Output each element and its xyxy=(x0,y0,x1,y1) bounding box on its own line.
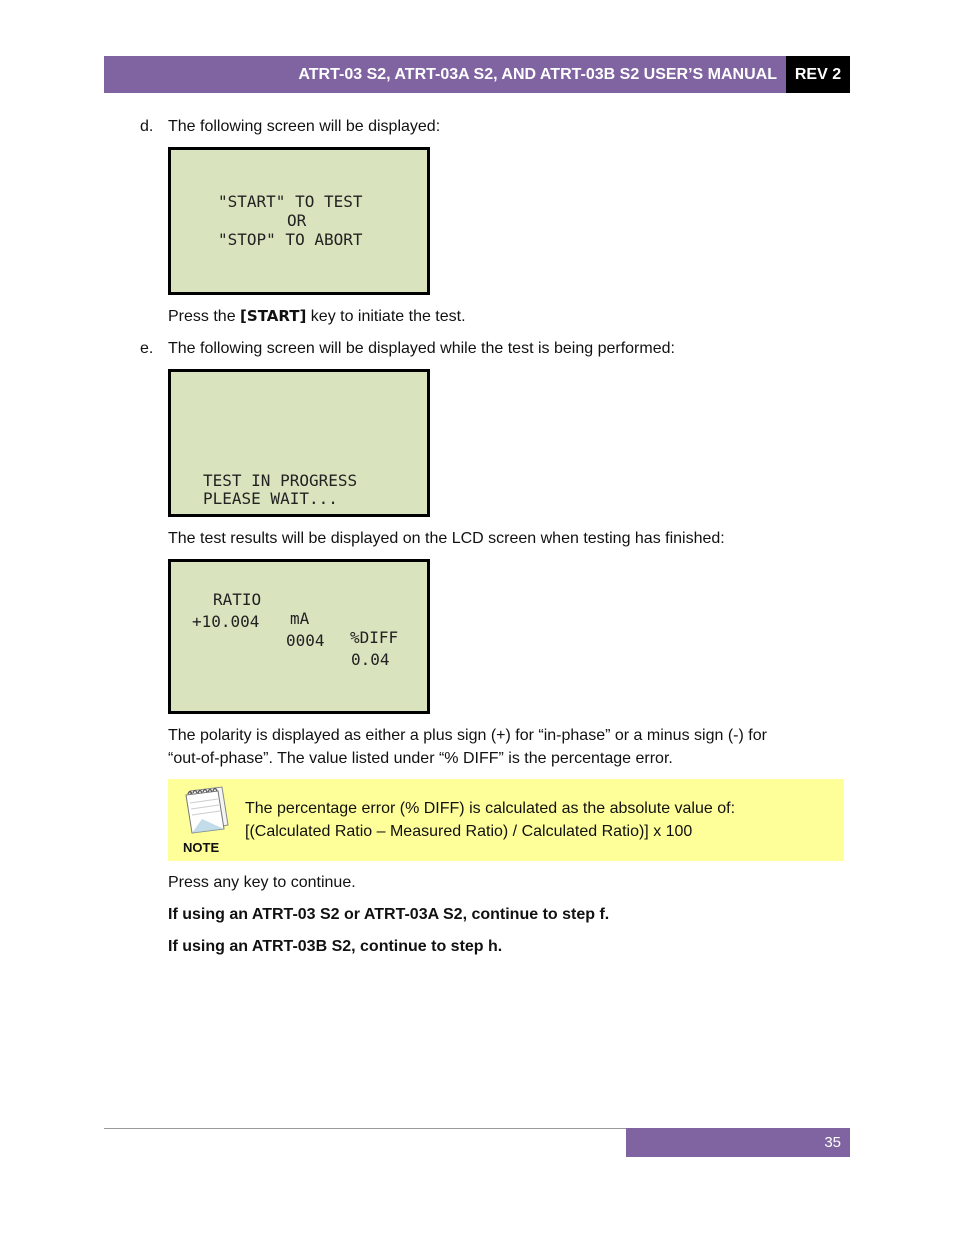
polarity-text-line-1: The polarity is displayed as either a plus sign (+) for “in-phase” or a minus sign (-) for xyxy=(168,727,767,744)
continue-step-f-text: If using an ATRT-03 S2 or ATRT-03A S2, continue to step f. xyxy=(168,906,610,923)
step-e-text: The following screen will be displayed while the test is being performed: xyxy=(168,340,675,357)
revision-badge xyxy=(786,56,850,93)
notepad-icon xyxy=(176,785,232,835)
lcd-line: TEST IN PROGRESS xyxy=(203,471,358,490)
polarity-text-line-2: “out-of-phase”. The value listed under “% DIFF” is the percentage error. xyxy=(168,750,673,767)
press-start-instruction xyxy=(168,305,466,328)
step-d-marker: d. xyxy=(140,118,154,135)
results-intro-text: The test results will be displayed on the LCD screen when testing has finished: xyxy=(168,530,725,547)
lcd-line: "STOP" TO ABORT xyxy=(218,230,363,249)
lcd-results-value-row xyxy=(171,593,427,688)
step-d-text: The following screen will be displayed: xyxy=(168,118,441,135)
page-number: 35 xyxy=(824,1134,841,1151)
revision-label: REV 2 xyxy=(794,65,842,83)
lcd-value-ratio: +10.004 xyxy=(192,612,260,631)
footer-page-bar xyxy=(626,1128,850,1157)
start-key-label: [START] xyxy=(240,307,307,325)
press-any-key-text: Press any key to continue. xyxy=(168,874,356,891)
lcd-screen-results xyxy=(168,559,430,714)
header-title-bar xyxy=(104,56,786,93)
note-line-1: The percentage error (% DIFF) is calculated as the absolute value of: xyxy=(245,800,736,817)
note-text xyxy=(245,797,735,843)
lcd-header-diff: %DIFF xyxy=(350,628,399,647)
lcd-line: "START" TO TEST xyxy=(218,192,363,211)
manual-title: ATRT-03 S2, ATRT-03A S2, AND ATRT-03B S2 USER’S MANUAL xyxy=(298,65,777,83)
lcd-screen-start-prompt xyxy=(168,147,430,295)
note-label: NOTE xyxy=(183,840,220,855)
lcd-line: OR xyxy=(287,211,307,230)
press-start-prefix: Press the xyxy=(168,308,241,325)
note-line-2: [(Calculated Ratio – Measured Ratio) / Calculated Ratio)] x 100 xyxy=(245,823,693,840)
step-e-marker: e. xyxy=(140,340,154,357)
note-box xyxy=(168,779,844,861)
press-start-suffix: key to initiate the test. xyxy=(306,308,466,325)
lcd-header-ratio: RATIO xyxy=(213,590,262,609)
lcd-screen-in-progress xyxy=(168,369,430,517)
continue-step-h-text: If using an ATRT-03B S2, continue to step h. xyxy=(168,938,503,955)
lcd-line: PLEASE WAIT... xyxy=(203,489,338,508)
lcd-value-ma: 0004 xyxy=(286,631,325,650)
lcd-header-ma: mA xyxy=(290,609,310,628)
lcd-value-diff: 0.04 xyxy=(351,650,390,669)
